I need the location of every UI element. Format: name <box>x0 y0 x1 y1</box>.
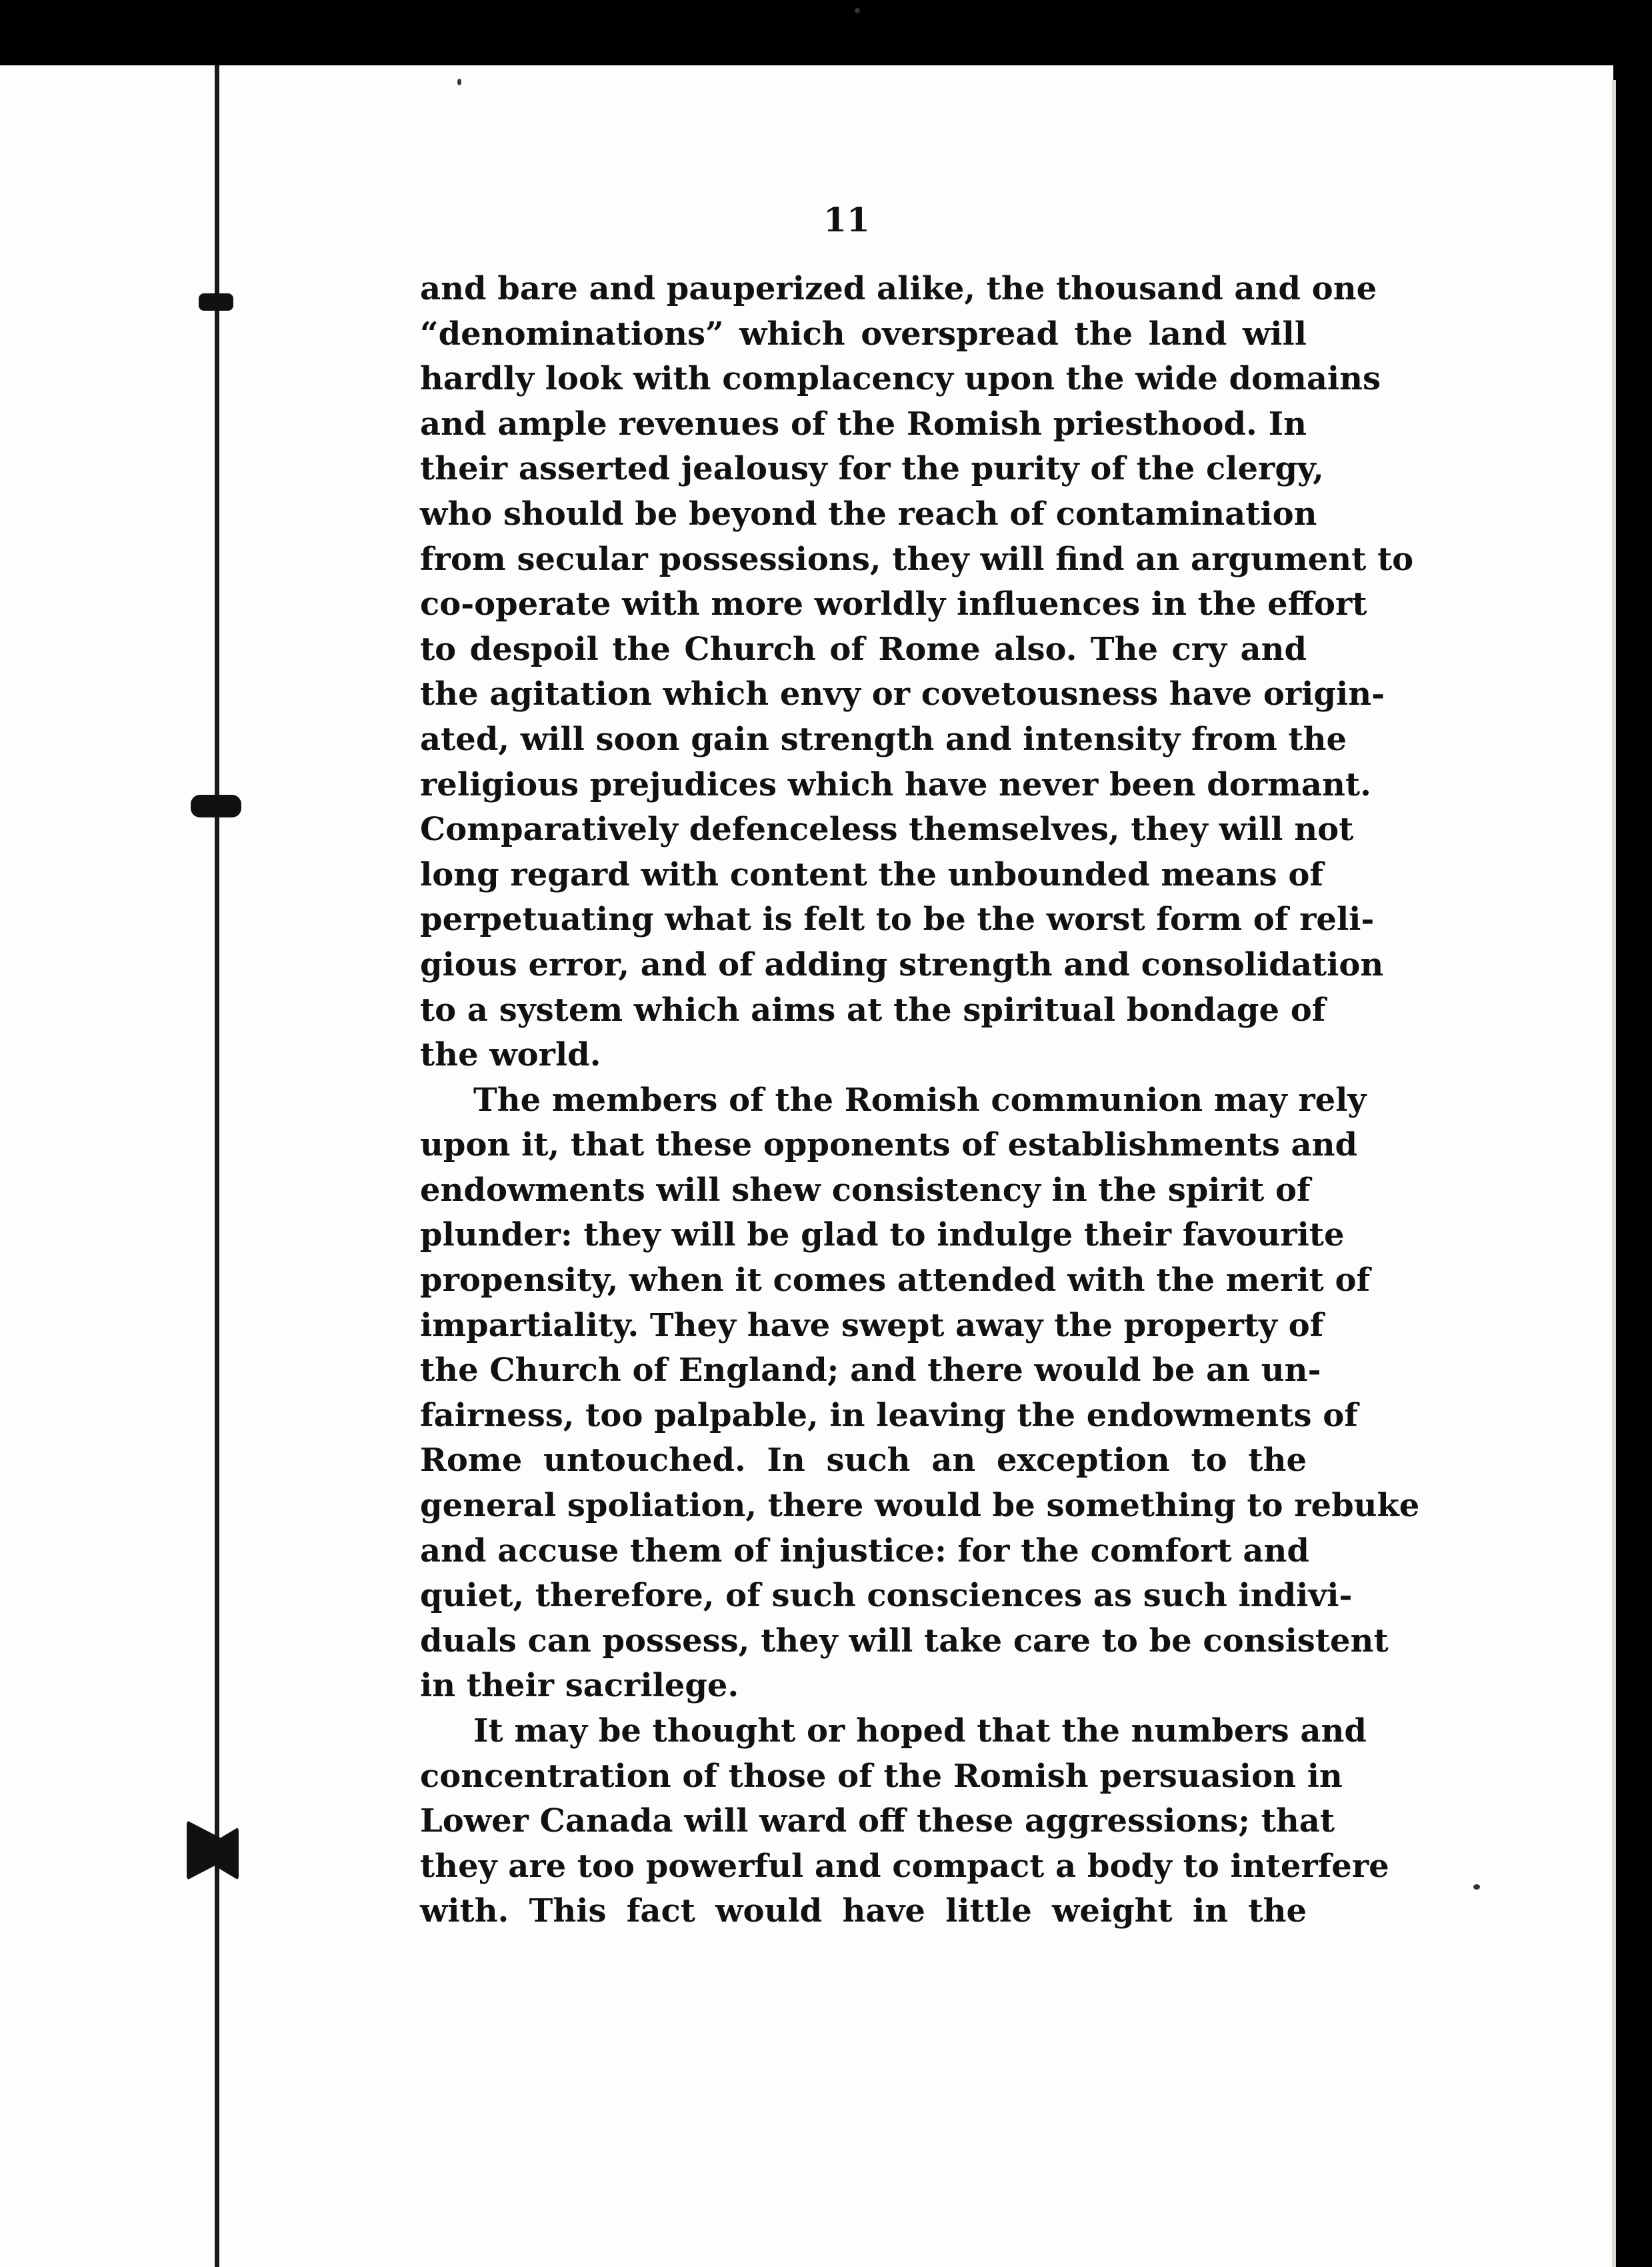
text-line: upon it, that these opponents of establishments and <box>420 1126 1358 1164</box>
page-number: 11 <box>823 200 870 239</box>
text-line: Rome untouched. In such an exception to the <box>420 1442 1307 1480</box>
paragraph-2 <box>420 1078 1420 1709</box>
text-line: their asserted jealousy for the purity of the clergy, <box>420 450 1324 488</box>
text-line: and ample revenues of the Romish priesthood. In <box>420 405 1307 443</box>
paper-speck <box>855 8 860 13</box>
text-line: to a system which aims at the spiritual bondage of <box>420 991 1326 1029</box>
text-line: the Church of England; and there would be an un- <box>420 1352 1321 1390</box>
text-line: The members of the Romish communion may rely <box>473 1081 1367 1119</box>
paragraph-3 <box>420 1709 1389 1934</box>
text-line: the world. <box>420 1036 601 1074</box>
paper-speck <box>457 79 461 85</box>
body-text <box>420 267 1420 1934</box>
text-line: perpetuating what is felt to be the worst form of reli- <box>420 901 1375 939</box>
binding-stitch-mark <box>191 795 241 817</box>
text-line: and accuse them of injustice: for the comfort and <box>420 1532 1309 1570</box>
text-line: propensity, when it comes attended with the merit of <box>420 1262 1371 1300</box>
text-line: they are too powerful and compact a body to interfere <box>420 1847 1389 1885</box>
paragraph-1 <box>420 267 1414 1078</box>
text-line: Comparatively defenceless themselves, they will not <box>420 811 1354 849</box>
text-line: Lower Canada will ward off these aggressions; that <box>420 1802 1335 1840</box>
text-line: concentration of those of the Romish persuasion in <box>420 1757 1343 1795</box>
binding-stitch-mark <box>199 293 233 311</box>
text-line: “denominations” which overspread the land will <box>420 315 1307 353</box>
text-line: hardly look with complacency upon the wide domains <box>420 360 1381 398</box>
gutter-binding-line <box>215 65 219 2267</box>
text-line: It may be thought or hoped that the numbers and <box>473 1712 1367 1750</box>
page-edge-shadow <box>1612 80 1616 2267</box>
paper-speck <box>1473 1884 1480 1890</box>
text-line: general spoliation, there would be something to rebuke <box>420 1487 1420 1525</box>
text-line: ated, will soon gain strength and intensity from the <box>420 720 1347 758</box>
text-line: gious error, and of adding strength and consolidation <box>420 945 1384 983</box>
text-line: to despoil the Church of Rome also. The cry and <box>420 630 1307 668</box>
text-line: from secular possessions, they will find an argument to <box>420 540 1414 578</box>
text-line: quiet, therefore, of such consciences as such indivi- <box>420 1577 1353 1615</box>
text-line: religious prejudices which have never been dormant. <box>420 765 1371 803</box>
text-line: the agitation which envy or covetousness have origin- <box>420 675 1385 713</box>
text-line: impartiality. They have swept away the property of <box>420 1306 1324 1344</box>
text-line: co-operate with more worldly influences in the effort <box>420 585 1367 623</box>
text-line: long regard with content the unbounded means of <box>420 855 1324 893</box>
text-line: plunder: they will be glad to indulge their favourite <box>420 1216 1345 1254</box>
text-line: who should be beyond the reach of contamination <box>420 495 1317 533</box>
text-line: with. This fact would have little weight in the <box>420 1892 1307 1930</box>
text-line: fairness, too palpable, in leaving the endowments of <box>420 1396 1358 1434</box>
text-line: endowments will shew consistency in the spirit of <box>420 1171 1311 1209</box>
text-line: duals can possess, they will take care to be consistent <box>420 1622 1389 1660</box>
text-line: in their sacrilege. <box>420 1667 739 1705</box>
text-line: and bare and pauperized alike, the thousand and one <box>420 270 1377 307</box>
